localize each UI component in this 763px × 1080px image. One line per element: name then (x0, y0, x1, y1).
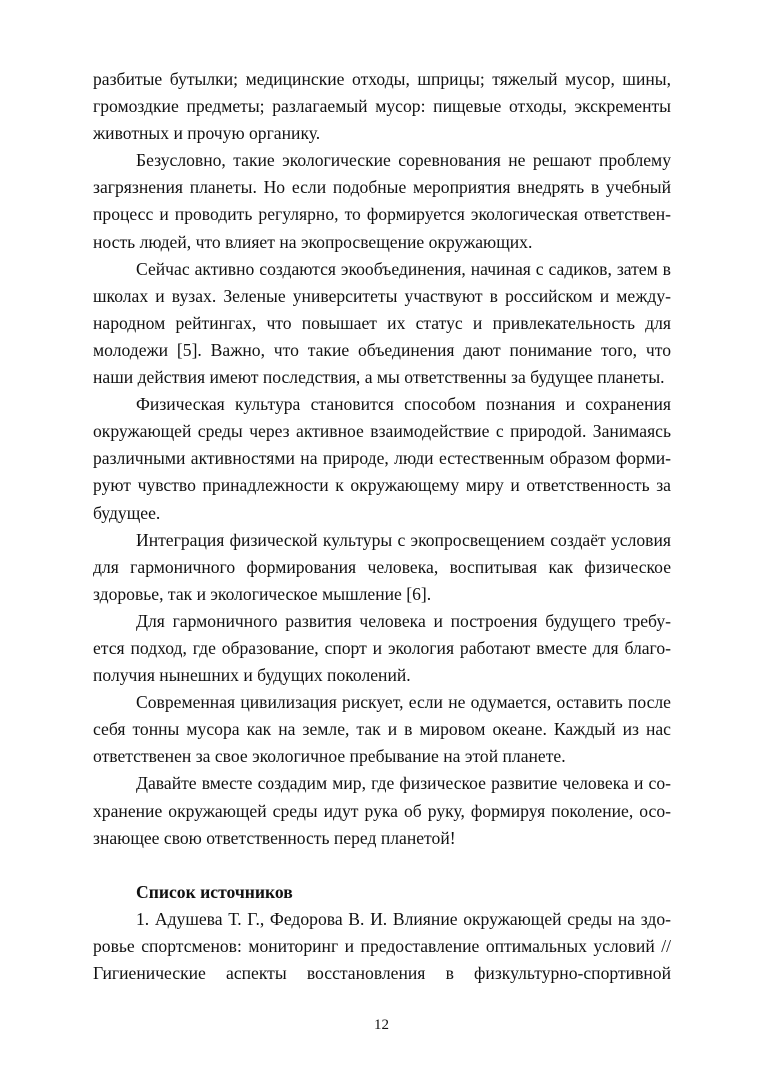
section-spacer (93, 852, 671, 879)
references-heading: Список источников (136, 881, 293, 902)
paragraph: Физическая культура становится способом познания и сохранения окружающей среды через активное взаимодействие с природой. Занимаясь различными активностями на природе, люди естественным образом формируют чувство принадлежности к окружающему миру и ответственность за будущее. (93, 394, 671, 523)
paragraph: Давайте вместе создадим мир, где физическое развитие человека и сохранение окружающей среды идут рука об руку, формируя поколение, осознающее свою ответственность перед планетой! (93, 773, 671, 848)
paragraph: Безусловно, такие экологические соревнования не решают проблему загрязнения планеты. Но если подобные мероприятия внедрять в учебный процесс и проводить регулярно, то формируется экологическая ответственность людей, что влияет на экопросвещение окружающих. (93, 150, 671, 252)
body-text (93, 66, 671, 987)
paragraph: Для гармоничного развития человека и построения будущего требуется подход, где образование, спорт и экология работают вместе для благополучия нынешних и будущих поколений. (93, 610, 671, 686)
paragraph: Интеграция физической культуры с экопросвещением создаёт условия для гармоничного формирования человека, воспитывая как физическое здоровье, так и экологическое мышление [6]. (93, 529, 671, 604)
page-number: 12 (374, 1017, 389, 1033)
paragraph-continuation: разбитые бутылки; медицинские отходы, шприцы; тяжелый мусор, шины, громоздкие предметы; разлагаемый мусор: пищевые отходы, экскременты животных и прочую органику. (93, 69, 671, 144)
paragraph: Сейчас активно создаются экообъединения, начиная с садиков, затем в школах и вузах. Зеленые университеты участвуют в российском и международном рейтингах, что повышает их статус и привлекательность для молодежи [5]. Важно, что такие объединения дают понимание того, что наши действия имеют последствия, а мы ответственны за будущее планеты. (93, 258, 671, 388)
reference-item: 1. Адушева Т. Г., Федорова В. И. Влияние окружающей среды на здоровье спортсменов: мониторинг и предоставление оптимальных условий // Гигиенические аспекты восстановления в физкультурно-спортивной (93, 908, 671, 983)
paragraph: Современная цивилизация рискует, если не одумается, оставить после себя тонны мусора как на земле, так и в мировом океане. Каждый из нас ответственен за свое экологичное пребывание на этой планете. (93, 692, 671, 767)
